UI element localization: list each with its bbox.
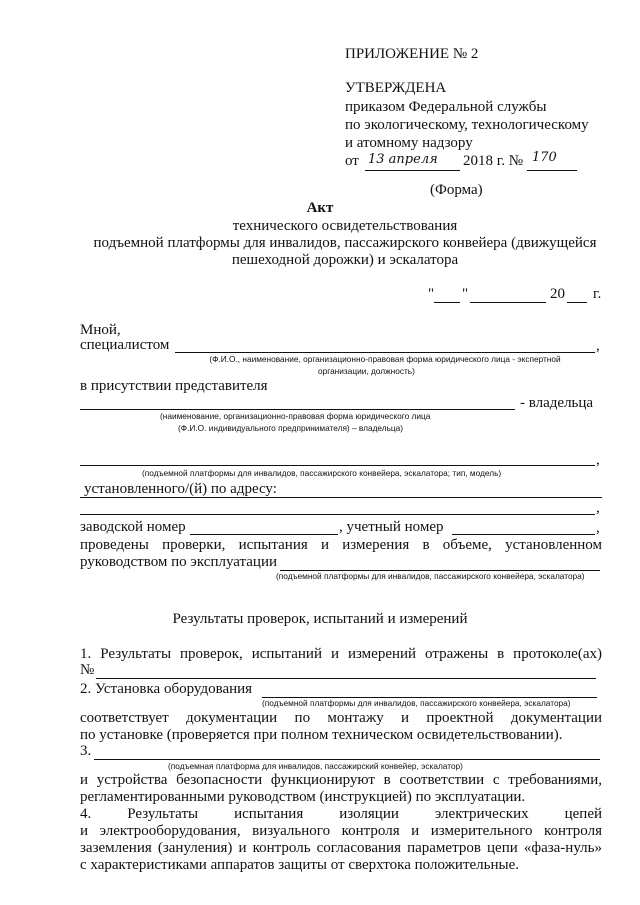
item4-text-4: с характеристиками аппаратов защиты от сверхтока положительные. (80, 857, 520, 873)
item3-number: 3. (80, 743, 92, 759)
order-line-3: и атомному надзору (345, 135, 473, 151)
account-comma: , (596, 520, 600, 536)
order-number-handwritten: 170 (532, 150, 557, 165)
order-number-underline (527, 170, 577, 171)
item2-label: 2. Установка оборудования (80, 681, 253, 697)
mnoy-label: Мной, (80, 322, 121, 338)
act-title: Акт (306, 200, 334, 216)
order-date-prefix: от (345, 153, 359, 169)
item3-line (94, 759, 600, 760)
installed-label: установленного/(й) по адресу: (84, 481, 277, 497)
item2-text-1: соответствует документации по монтажу и проектной документации (80, 710, 602, 726)
item1-number-label: № (80, 662, 95, 678)
item3-text-1: и устройства безопасности функционируют в соответствии с требованиями, (80, 772, 602, 788)
date-year-prefix: 20 (550, 286, 565, 302)
date-month-line (470, 302, 546, 303)
results-heading: Результаты проверок, испытаний и измерений (172, 611, 468, 627)
date-day-line (434, 302, 460, 303)
address-line-2 (80, 514, 595, 515)
specialist-hint-1: (Ф.И.О., наименование, организационно-правовая форма юридического лица - экспертной (209, 354, 561, 364)
item2-text-2: по установке (проверяется при полном техническом освидетельствовании). (80, 727, 563, 743)
date-suffix: г. (593, 286, 602, 302)
manual-hint: (подъемной платформы для инвалидов, пассажирского конвейера, эскалатора) (276, 571, 585, 581)
act-subtitle-1: технического освидетельствования (232, 218, 458, 234)
factory-number-line (190, 534, 338, 535)
manual-label: руководством по эксплуатации (80, 554, 278, 570)
owner-line (80, 409, 515, 410)
item3-hint: (подъемная платформа для инвалидов, пассажирский конвейер, эскалатор) (168, 761, 463, 771)
act-subtitle-2: подъемной платформы для инвалидов, пассажирского конвейера (движущейся (93, 235, 597, 251)
item4-text-3: заземления (зануления) и контроль согласования параметров цепи «фаза-нуль» (80, 840, 602, 856)
factory-number-label: заводской номер (80, 519, 186, 535)
account-number-line (452, 534, 595, 535)
order-line-1: приказом Федеральной службы (345, 99, 547, 115)
specialist-comma: , (596, 338, 600, 354)
form-label: (Форма) (430, 182, 483, 198)
item1-text: 1. Результаты проверок, испытаний и измерений отражены в протоколе(ах) (80, 646, 602, 662)
equipment-hint: (подъемной платформы для инвалидов, пассажирского конвейера, эскалатора; тип, модель) (142, 468, 502, 478)
appendix-label: ПРИЛОЖЕНИЕ № 2 (345, 46, 479, 62)
order-year-label: 2018 г. № (463, 153, 524, 169)
presence-label: в присутствии представителя (80, 378, 268, 394)
address-comma: , (596, 500, 600, 516)
item2-hint: (подъемной платформы для инвалидов, пассажирского конвейера, эскалатора) (262, 698, 571, 708)
equipment-line (80, 465, 595, 466)
order-date-underline (365, 170, 460, 171)
item1-number-line (96, 678, 596, 679)
act-subtitle-3: пешеходной дорожки) и эскалатора (231, 252, 459, 268)
specialist-line (175, 352, 595, 353)
address-line-1 (80, 497, 602, 498)
performed-text: проведены проверки, испытания и измерения в объеме, установленном (80, 537, 602, 553)
specialist-hint-2: организации, должность) (318, 366, 415, 376)
order-line-2: по экологическому, технологическому (345, 117, 589, 133)
approved-label: УТВЕРЖДЕНА (345, 80, 447, 96)
owner-hint-2: (Ф.И.О. индивидуального предпринимателя) – владельца) (178, 423, 404, 433)
order-date-handwritten: 13 апреля (368, 152, 438, 167)
item3-text-2: регламентированными руководством (инструкцией) по эксплуатации. (80, 789, 526, 805)
equipment-comma: , (596, 452, 600, 468)
date-close-quote: " (462, 286, 469, 302)
owner-hint-1: (наименование, организационно-правовая форма юридического лица (160, 411, 431, 421)
account-number-label: , учетный номер (339, 519, 444, 535)
date-year-line (567, 302, 587, 303)
item4-text-2: и электрооборудования, визуального контроля и измерительного контроля (80, 823, 602, 839)
date-open-quote: " (428, 286, 435, 302)
item4-text-1: 4. Результаты испытания изоляции электрических цепей (80, 806, 602, 822)
specialist-label: специалистом (80, 337, 170, 353)
owner-suffix: - владельца (520, 395, 594, 411)
